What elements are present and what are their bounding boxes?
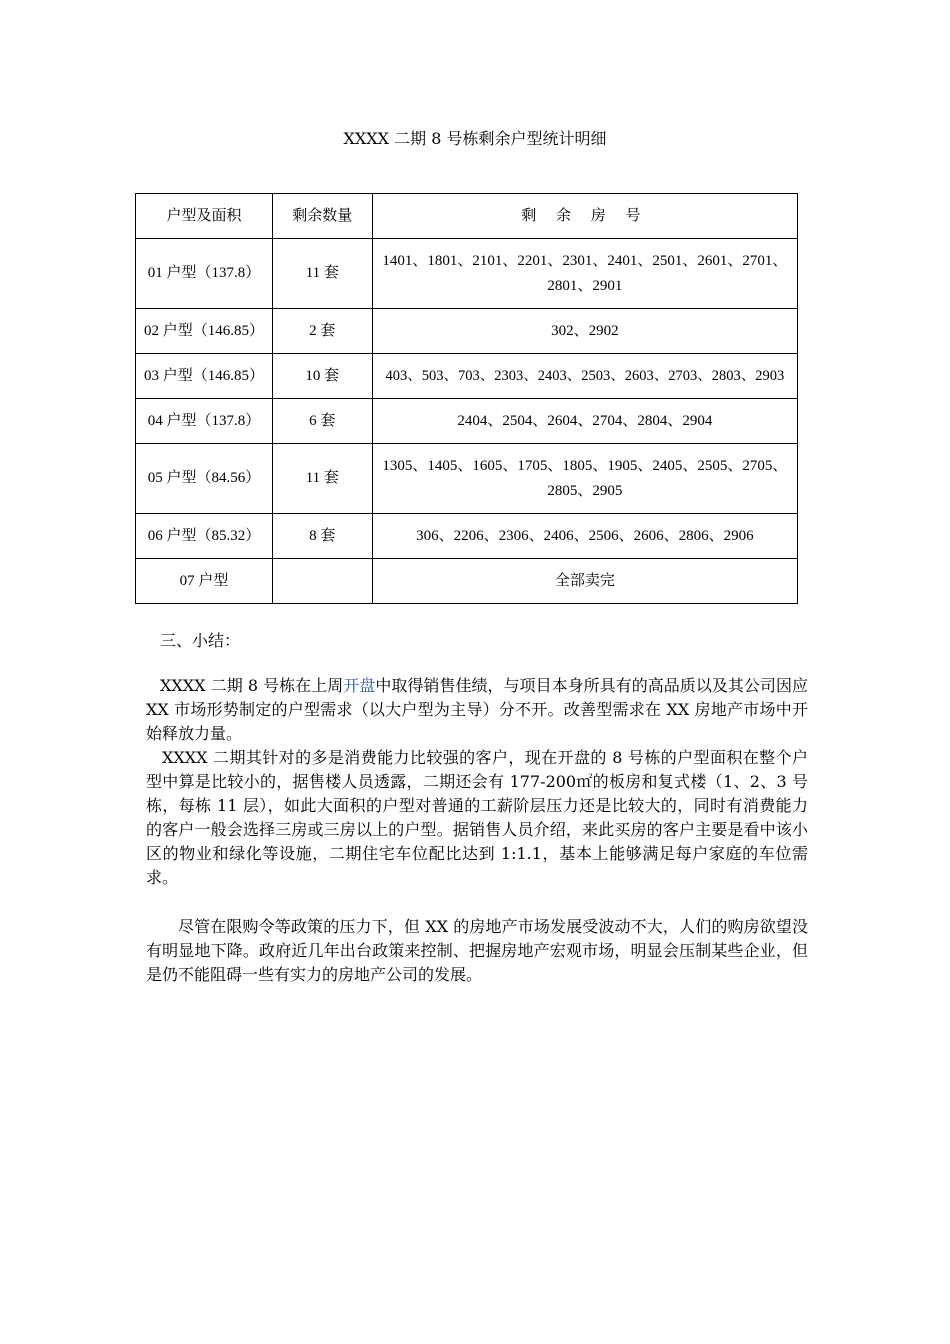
header-unit-type: 户型及面积	[136, 194, 273, 239]
header-remaining-rooms: 剩 余 房 号	[372, 194, 797, 239]
unit-type-cell: 07 户型	[136, 559, 273, 604]
table-row	[136, 444, 798, 514]
summary-heading: 三、小结：	[160, 631, 241, 650]
unit-type-cell: 06 户型（85.32）	[136, 514, 273, 559]
table-row	[136, 514, 798, 559]
count-cell: 8 套	[272, 514, 372, 559]
count-cell: 10 套	[272, 354, 372, 399]
table-row	[136, 399, 798, 444]
count-cell: 11 套	[272, 239, 372, 309]
count-cell: 2 套	[272, 309, 372, 354]
p1-text-after-link: 中取得销售佳绩，与项目本身所具有的高品质以及其公司因应 XX 市场形势制定的户型需求（以大户型为主导）分不开。改善型需求在 XX 房地产市场中开始释放力量。	[146, 676, 808, 743]
rooms-cell: 1401、1801、2101、2201、2301、2401、2501、2601、2701、2801、2901	[372, 239, 797, 309]
unit-type-cell: 01 户型（137.8）	[136, 239, 273, 309]
header-remaining-count: 剩余数量	[272, 194, 372, 239]
count-cell: 6 套	[272, 399, 372, 444]
summary-paragraph-1	[146, 674, 808, 746]
summary-paragraph-2: XXXX 二期其针对的多是消费能力比较强的客户，现在开盘的 8 号栋的户型面积在整个户型中算是比较小的，据售楼人员透露，二期还会有 177-200㎡的板房和复式楼（1、2、3 号栋，每栋 11 层），如此大面积的户型对普通的工薪阶层压力还是比较大的，同时有消费能力的客户一般会选择三房或三房以上的户型。据销售人员介绍，来此买房的客户主要是看中该小区的物业和绿化等设施，二期住宅车位配比达到 1:1.1，基本上能够满足每户家庭的车位需求。	[146, 748, 808, 887]
table-row	[136, 239, 798, 309]
rooms-cell: 1305、1405、1605、1705、1805、1905、2405、2505、2705、2805、2905	[372, 444, 797, 514]
unit-type-cell: 02 户型（146.85）	[136, 309, 273, 354]
rooms-cell: 302、2902	[372, 309, 797, 354]
table-row	[136, 354, 798, 399]
remaining-units-table	[135, 193, 798, 604]
p1-text-before-link: XXXX 二期 8 号栋在上周	[160, 676, 344, 695]
table-row	[136, 309, 798, 354]
rooms-cell: 全部卖完	[372, 559, 797, 604]
rooms-cell: 306、2206、2306、2406、2506、2606、2806、2906	[372, 514, 797, 559]
rooms-cell: 403、503、703、2303、2403、2503、2603、2703、2803、2903	[372, 354, 797, 399]
document-title: XXXX 二期 8 号栋剩余户型统计明细	[343, 129, 607, 148]
rooms-cell: 2404、2504、2604、2704、2804、2904	[372, 399, 797, 444]
table-header-row	[136, 194, 798, 239]
unit-type-cell: 05 户型（84.56）	[136, 444, 273, 514]
kaipan-link[interactable]: 开盘	[343, 676, 376, 695]
count-cell	[272, 559, 372, 604]
table-row	[136, 559, 798, 604]
unit-type-cell: 04 户型（137.8）	[136, 399, 273, 444]
count-cell: 11 套	[272, 444, 372, 514]
unit-type-cell: 03 户型（146.85）	[136, 354, 273, 399]
summary-paragraph-3: 尽管在限购令等政策的压力下，但 XX 的房地产市场发展受波动不大，人们的购房欲望没有明显地下降。政府近几年出台政策来控制、把握房地产宏观市场，明显会压制某些企业，但是仍不能阻碍一些有实力的房地产公司的发展。	[146, 917, 808, 984]
